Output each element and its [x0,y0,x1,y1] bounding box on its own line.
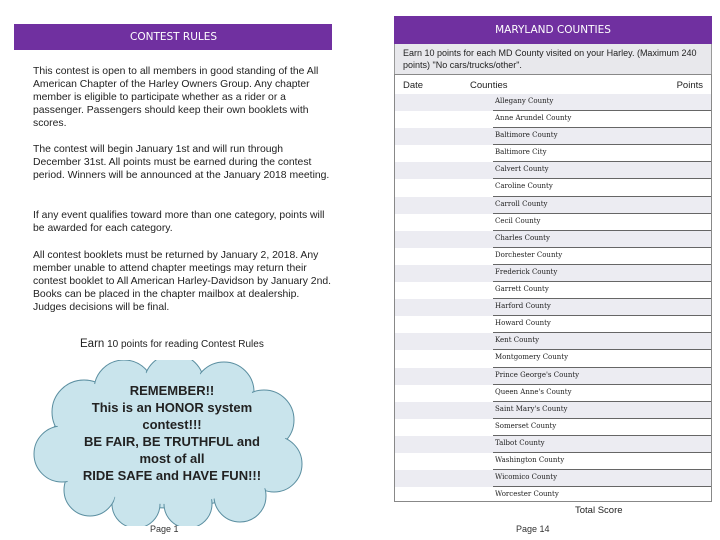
county-name: Talbot County [495,438,545,447]
county-name: Wicomico County [495,473,558,482]
contest-rules-header: CONTEST RULES [14,24,332,50]
county-name: Baltimore County [495,131,558,140]
county-row [395,350,711,367]
column-points: Points [676,80,703,91]
county-name: Queen Anne's County [495,387,572,396]
county-name: Anne Arundel County [495,114,572,123]
reminder-cloud [28,360,308,526]
county-name: Cecil County [495,216,541,225]
column-date: Date [403,80,424,91]
county-name: Charles County [495,233,550,242]
rules-paragraph-returns: All contest booklets must be returned by January 2, 2018. Any member unable to attend chapter meetings may return their contest booklet to All American Harley-Davidson by January 2nd. Books can be placed in the chapter mailbox at dealership. Judges decisions will be final. [33,250,332,313]
county-name: Frederick County [495,267,558,276]
county-name: Garrett County [495,285,549,294]
county-row [395,231,711,248]
earn-word: Earn [80,338,105,350]
county-name: Montgomery County [495,353,569,362]
county-list [395,94,711,502]
maryland-counties-page [394,0,712,540]
county-row [395,179,711,196]
county-row [395,453,711,470]
county-row [395,162,711,179]
county-row [395,94,711,111]
county-name: Somerset County [495,421,557,430]
county-name: Baltimore City [495,148,547,157]
county-name: Saint Mary's County [495,404,568,413]
maryland-counties-header: MARYLAND COUNTIES [394,16,712,44]
county-row [395,316,711,333]
county-row [395,248,711,265]
total-score-label: Total Score [575,505,623,516]
county-row [395,487,711,502]
county-row [395,282,711,299]
county-name: Caroline County [495,182,553,191]
county-row [395,402,711,419]
county-row [395,145,711,162]
county-name: Harford County [495,302,551,311]
county-name: Prince George's County [495,370,580,379]
rules-paragraph-dates: The contest will begin January 1st and will run through December 31st. All points must be earned during the contest period. Winners will be announced at the January 2018 meeting. [33,144,330,181]
county-row [395,299,711,316]
county-name: Kent County [495,336,540,345]
county-row [395,265,711,282]
reminder-text: REMEMBER!! This is an HONOR system contest!!! BE FAIR, BE TRUTHFUL and most of all RIDE SAFE and HAVE FUN!!! [82,383,262,483]
county-name: Washington County [495,455,565,464]
counties-table [394,74,712,502]
county-row [395,111,711,128]
earn-points-text: 10 points for reading Contest Rules [107,339,264,350]
county-name: Howard County [495,319,551,328]
county-row [395,419,711,436]
county-name: Calvert County [495,165,549,174]
rules-paragraph-eligibility: This contest is open to all members in good standing of the All American Chapter of the Harley Owners Group. Any chapter member is eligible to participate whether as a rider or a passenger. Passengers should keep their own booklets with scores. [33,66,319,129]
county-row [395,385,711,402]
county-row [395,470,711,487]
county-name: Worcester County [495,490,559,499]
county-name: Dorchester County [495,250,563,259]
column-counties: Counties [470,80,508,91]
county-row [395,436,711,453]
page-number-left: Page 1 [150,524,179,534]
rules-paragraph-categories: If any event qualifies toward more than one category, points will be awarded for each category. [33,210,325,234]
earn-points-note [80,338,264,350]
county-row [395,214,711,231]
county-row [395,368,711,385]
county-name: Allegany County [495,97,554,105]
page-number-right: Page 14 [516,524,550,534]
county-row [395,128,711,145]
county-name: Carroll County [495,199,548,208]
counties-intro: Earn 10 points for each MD County visited on your Harley. (Maximum 240 points) "No cars/trucks/other". [394,44,712,74]
county-row [395,197,711,214]
county-row [395,333,711,350]
